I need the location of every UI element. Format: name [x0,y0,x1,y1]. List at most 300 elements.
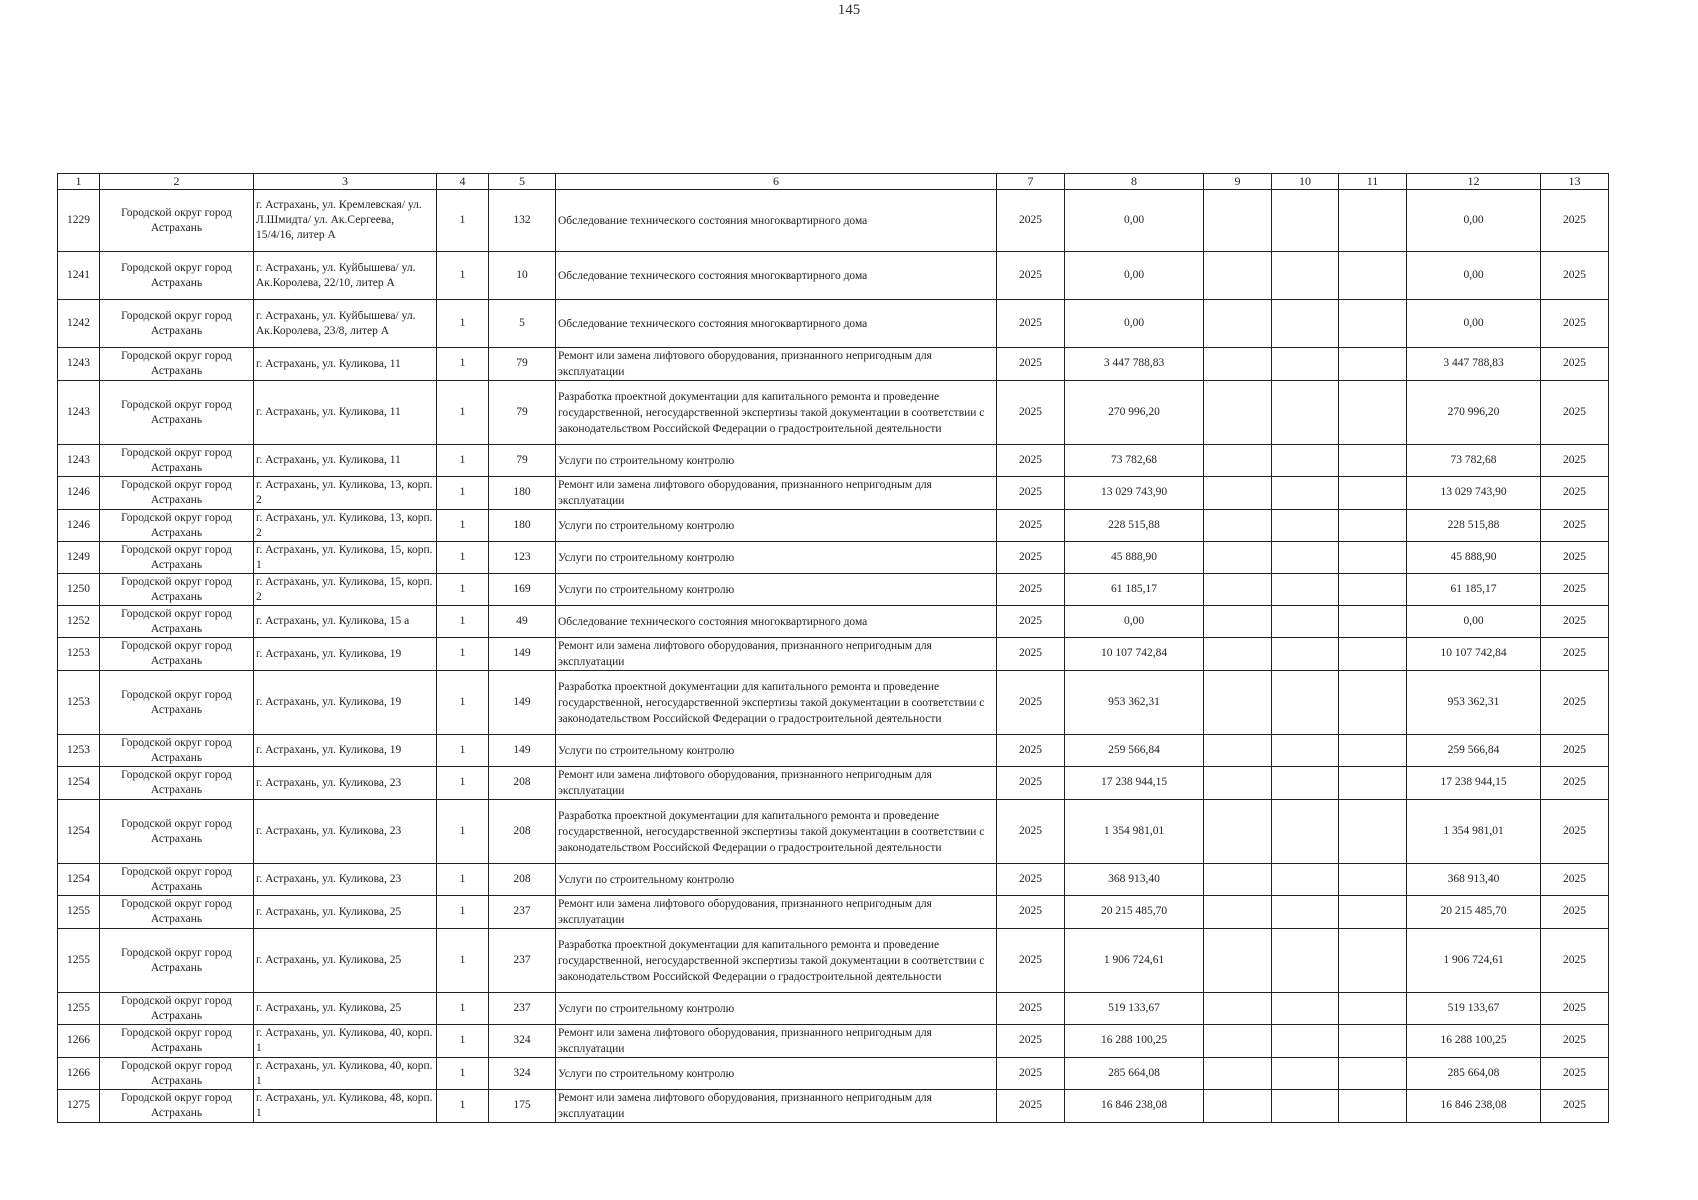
empty-cell [1272,445,1339,477]
apartments-cell: 169 [489,574,556,606]
empty-cell [1204,638,1272,671]
table-row [58,671,1609,735]
table-row [58,735,1609,767]
count-cell: 1 [437,510,489,542]
fund-cost-cell: 0,00 [1407,606,1541,638]
work-type-cell: Услуги по строительному контролю [556,993,997,1025]
empty-cell [1339,1025,1407,1058]
total-cost-cell: 45 888,90 [1065,542,1204,574]
count-cell: 1 [437,993,489,1025]
empty-cell [1272,477,1339,510]
empty-cell [1272,1025,1339,1058]
fund-cost-cell: 519 133,67 [1407,993,1541,1025]
empty-cell [1272,929,1339,993]
work-type-cell: Услуги по строительному контролю [556,445,997,477]
empty-cell [1204,300,1272,348]
count-cell: 1 [437,1025,489,1058]
empty-cell [1272,993,1339,1025]
empty-cell [1272,767,1339,800]
year-cell: 2025 [997,606,1065,638]
table-row [58,1090,1609,1123]
table-row [58,800,1609,864]
work-type-cell: Услуги по строительному контролю [556,510,997,542]
municipality-cell: Городской округ город Астрахань [100,300,254,348]
empty-cell [1272,381,1339,445]
apartments-cell: 208 [489,767,556,800]
work-type-cell: Ремонт или замена лифтового оборудования, признанного непригодным для эксплуатации [556,896,997,929]
municipality-cell: Городской округ город Астрахань [100,381,254,445]
table-row [58,896,1609,929]
address-cell: г. Астрахань, ул. Куликова, 11 [254,445,437,477]
empty-cell [1339,381,1407,445]
address-cell: г. Астрахань, ул. Куликова, 11 [254,348,437,381]
total-cost-cell: 519 133,67 [1065,993,1204,1025]
empty-cell [1339,800,1407,864]
empty-cell [1204,574,1272,606]
completion-year-cell: 2025 [1541,929,1609,993]
empty-cell [1339,510,1407,542]
municipality-cell: Городской округ город Астрахань [100,477,254,510]
empty-cell [1204,381,1272,445]
count-cell: 1 [437,735,489,767]
column-header: 12 [1407,174,1541,190]
row-number: 1243 [58,381,100,445]
total-cost-cell: 0,00 [1065,252,1204,300]
year-cell: 2025 [997,381,1065,445]
work-type-cell: Обследование технического состояния многоквартирного дома [556,252,997,300]
row-number: 1254 [58,767,100,800]
fund-cost-cell: 17 238 944,15 [1407,767,1541,800]
row-number: 1242 [58,300,100,348]
completion-year-cell: 2025 [1541,671,1609,735]
apartments-cell: 132 [489,190,556,252]
empty-cell [1204,896,1272,929]
year-cell: 2025 [997,542,1065,574]
empty-cell [1339,671,1407,735]
apartments-cell: 149 [489,638,556,671]
row-number: 1253 [58,638,100,671]
municipality-cell: Городской округ город Астрахань [100,896,254,929]
row-number: 1253 [58,671,100,735]
empty-cell [1339,477,1407,510]
table-row [58,606,1609,638]
fund-cost-cell: 0,00 [1407,252,1541,300]
empty-cell [1339,574,1407,606]
year-cell: 2025 [997,929,1065,993]
work-type-cell: Разработка проектной документации для капитального ремонта и проведение государственной, негосударственной экспертизы такой документации в соответствии с законодательством Российской Федерации о градостроительной деятельности [556,800,997,864]
empty-cell [1272,671,1339,735]
completion-year-cell: 2025 [1541,638,1609,671]
work-type-cell: Услуги по строительному контролю [556,864,997,896]
completion-year-cell: 2025 [1541,1025,1609,1058]
total-cost-cell: 1 906 724,61 [1065,929,1204,993]
address-cell: г. Астрахань, ул. Кремлевская/ ул. Л.Шмидта/ ул. Ак.Сергеева, 15/4/16, литер А [254,190,437,252]
empty-cell [1339,864,1407,896]
work-type-cell: Услуги по строительному контролю [556,542,997,574]
empty-cell [1204,606,1272,638]
address-cell: г. Астрахань, ул. Куйбышева/ ул. Ак.Королева, 22/10, литер А [254,252,437,300]
completion-year-cell: 2025 [1541,190,1609,252]
empty-cell [1204,767,1272,800]
fund-cost-cell: 368 913,40 [1407,864,1541,896]
column-header: 2 [100,174,254,190]
completion-year-cell: 2025 [1541,993,1609,1025]
empty-cell [1272,300,1339,348]
work-type-cell: Ремонт или замена лифтового оборудования, признанного непригодным для эксплуатации [556,1090,997,1123]
address-cell: г. Астрахань, ул. Куликова, 19 [254,671,437,735]
completion-year-cell: 2025 [1541,767,1609,800]
apartments-cell: 49 [489,606,556,638]
empty-cell [1272,800,1339,864]
year-cell: 2025 [997,638,1065,671]
table-row [58,348,1609,381]
count-cell: 1 [437,348,489,381]
apartments-cell: 180 [489,510,556,542]
fund-cost-cell: 45 888,90 [1407,542,1541,574]
empty-cell [1204,542,1272,574]
municipality-cell: Городской округ город Астрахань [100,993,254,1025]
empty-cell [1339,993,1407,1025]
municipality-cell: Городской округ город Астрахань [100,864,254,896]
empty-cell [1272,574,1339,606]
table-row [58,477,1609,510]
municipality-cell: Городской округ город Астрахань [100,638,254,671]
table-row [58,1058,1609,1090]
row-number: 1252 [58,606,100,638]
row-number: 1254 [58,800,100,864]
count-cell: 1 [437,1058,489,1090]
work-type-cell: Разработка проектной документации для капитального ремонта и проведение государственной, негосударственной экспертизы такой документации в соответствии с законодательством Российской Федерации о градостроительной деятельности [556,381,997,445]
apartments-cell: 79 [489,381,556,445]
register-table [57,173,1609,1123]
empty-cell [1339,735,1407,767]
empty-cell [1204,864,1272,896]
apartments-cell: 208 [489,800,556,864]
total-cost-cell: 270 996,20 [1065,381,1204,445]
count-cell: 1 [437,1090,489,1123]
row-number: 1266 [58,1025,100,1058]
year-cell: 2025 [997,252,1065,300]
total-cost-cell: 0,00 [1065,606,1204,638]
row-number: 1254 [58,864,100,896]
work-type-cell: Ремонт или замена лифтового оборудования, признанного непригодным для эксплуатации [556,638,997,671]
column-header: 5 [489,174,556,190]
municipality-cell: Городской округ город Астрахань [100,1090,254,1123]
work-type-cell: Услуги по строительному контролю [556,735,997,767]
empty-cell [1204,1025,1272,1058]
municipality-cell: Городской округ город Астрахань [100,671,254,735]
year-cell: 2025 [997,300,1065,348]
apartments-cell: 237 [489,896,556,929]
empty-cell [1204,445,1272,477]
empty-cell [1339,445,1407,477]
address-cell: г. Астрахань, ул. Куликова, 25 [254,993,437,1025]
count-cell: 1 [437,190,489,252]
row-number: 1246 [58,510,100,542]
apartments-cell: 175 [489,1090,556,1123]
total-cost-cell: 0,00 [1065,300,1204,348]
empty-cell [1204,510,1272,542]
apartments-cell: 237 [489,929,556,993]
total-cost-cell: 61 185,17 [1065,574,1204,606]
count-cell: 1 [437,542,489,574]
total-cost-cell: 3 447 788,83 [1065,348,1204,381]
municipality-cell: Городской округ город Астрахань [100,767,254,800]
completion-year-cell: 2025 [1541,735,1609,767]
page-number: 145 [837,2,861,18]
work-type-cell: Ремонт или замена лифтового оборудования, признанного непригодным для эксплуатации [556,348,997,381]
fund-cost-cell: 1 906 724,61 [1407,929,1541,993]
count-cell: 1 [437,574,489,606]
empty-cell [1204,1058,1272,1090]
completion-year-cell: 2025 [1541,606,1609,638]
count-cell: 1 [437,445,489,477]
empty-cell [1204,929,1272,993]
count-cell: 1 [437,477,489,510]
fund-cost-cell: 73 782,68 [1407,445,1541,477]
empty-cell [1272,864,1339,896]
column-header: 10 [1272,174,1339,190]
municipality-cell: Городской округ город Астрахань [100,445,254,477]
completion-year-cell: 2025 [1541,348,1609,381]
empty-cell [1339,929,1407,993]
row-number: 1249 [58,542,100,574]
empty-cell [1339,190,1407,252]
column-header: 4 [437,174,489,190]
apartments-cell: 149 [489,735,556,767]
table-row [58,381,1609,445]
address-cell: г. Астрахань, ул. Куликова, 15, корп. 2 [254,574,437,606]
column-header: 3 [254,174,437,190]
year-cell: 2025 [997,896,1065,929]
empty-cell [1339,1090,1407,1123]
column-header: 8 [1065,174,1204,190]
count-cell: 1 [437,300,489,348]
total-cost-cell: 20 215 485,70 [1065,896,1204,929]
row-number: 1243 [58,348,100,381]
row-number: 1243 [58,445,100,477]
empty-cell [1339,606,1407,638]
fund-cost-cell: 270 996,20 [1407,381,1541,445]
count-cell: 1 [437,606,489,638]
fund-cost-cell: 259 566,84 [1407,735,1541,767]
row-number: 1253 [58,735,100,767]
table-row [58,767,1609,800]
address-cell: г. Астрахань, ул. Куликова, 23 [254,767,437,800]
municipality-cell: Городской округ город Астрахань [100,348,254,381]
empty-cell [1339,1058,1407,1090]
fund-cost-cell: 10 107 742,84 [1407,638,1541,671]
total-cost-cell: 228 515,88 [1065,510,1204,542]
table-header-row [58,174,1609,190]
fund-cost-cell: 61 185,17 [1407,574,1541,606]
apartments-cell: 237 [489,993,556,1025]
row-number: 1275 [58,1090,100,1123]
column-header: 7 [997,174,1065,190]
work-type-cell: Разработка проектной документации для капитального ремонта и проведение государственной, негосударственной экспертизы такой документации в соответствии с законодательством Российской Федерации о градостроительной деятельности [556,671,997,735]
address-cell: г. Астрахань, ул. Куликова, 25 [254,896,437,929]
completion-year-cell: 2025 [1541,300,1609,348]
apartments-cell: 5 [489,300,556,348]
count-cell: 1 [437,638,489,671]
table-row [58,190,1609,252]
year-cell: 2025 [997,671,1065,735]
fund-cost-cell: 953 362,31 [1407,671,1541,735]
empty-cell [1272,510,1339,542]
total-cost-cell: 285 664,08 [1065,1058,1204,1090]
year-cell: 2025 [997,348,1065,381]
empty-cell [1272,1090,1339,1123]
table-body [58,190,1609,1123]
table-row [58,993,1609,1025]
work-type-cell: Обследование технического состояния многоквартирного дома [556,606,997,638]
municipality-cell: Городской округ город Астрахань [100,574,254,606]
empty-cell [1204,477,1272,510]
fund-cost-cell: 1 354 981,01 [1407,800,1541,864]
total-cost-cell: 259 566,84 [1065,735,1204,767]
municipality-cell: Городской округ город Астрахань [100,542,254,574]
work-type-cell: Ремонт или замена лифтового оборудования, признанного непригодным для эксплуатации [556,1025,997,1058]
year-cell: 2025 [997,445,1065,477]
municipality-cell: Городской округ город Астрахань [100,929,254,993]
fund-cost-cell: 16 846 238,08 [1407,1090,1541,1123]
table-row [58,929,1609,993]
municipality-cell: Городской округ город Астрахань [100,252,254,300]
address-cell: г. Астрахань, ул. Куликова, 13, корп. 2 [254,477,437,510]
year-cell: 2025 [997,190,1065,252]
row-number: 1229 [58,190,100,252]
count-cell: 1 [437,252,489,300]
column-header: 9 [1204,174,1272,190]
work-type-cell: Обследование технического состояния многоквартирного дома [556,190,997,252]
total-cost-cell: 73 782,68 [1065,445,1204,477]
municipality-cell: Городской округ город Астрахань [100,1058,254,1090]
address-cell: г. Астрахань, ул. Куйбышева/ ул. Ак.Королева, 23/8, литер А [254,300,437,348]
year-cell: 2025 [997,510,1065,542]
apartments-cell: 208 [489,864,556,896]
total-cost-cell: 17 238 944,15 [1065,767,1204,800]
fund-cost-cell: 285 664,08 [1407,1058,1541,1090]
count-cell: 1 [437,381,489,445]
column-header: 13 [1541,174,1609,190]
work-type-cell: Обследование технического состояния многоквартирного дома [556,300,997,348]
empty-cell [1272,252,1339,300]
empty-cell [1204,993,1272,1025]
count-cell: 1 [437,800,489,864]
table-row [58,300,1609,348]
completion-year-cell: 2025 [1541,574,1609,606]
completion-year-cell: 2025 [1541,1090,1609,1123]
empty-cell [1339,638,1407,671]
apartments-cell: 149 [489,671,556,735]
completion-year-cell: 2025 [1541,252,1609,300]
empty-cell [1204,671,1272,735]
empty-cell [1204,252,1272,300]
apartments-cell: 79 [489,445,556,477]
table-row [58,638,1609,671]
empty-cell [1272,190,1339,252]
fund-cost-cell: 16 288 100,25 [1407,1025,1541,1058]
table-row [58,445,1609,477]
empty-cell [1272,638,1339,671]
municipality-cell: Городской округ город Астрахань [100,510,254,542]
municipality-cell: Городской округ город Астрахань [100,735,254,767]
completion-year-cell: 2025 [1541,542,1609,574]
empty-cell [1272,896,1339,929]
empty-cell [1204,348,1272,381]
row-number: 1266 [58,1058,100,1090]
table-row [58,864,1609,896]
completion-year-cell: 2025 [1541,896,1609,929]
fund-cost-cell: 3 447 788,83 [1407,348,1541,381]
apartments-cell: 324 [489,1025,556,1058]
empty-cell [1339,300,1407,348]
completion-year-cell: 2025 [1541,477,1609,510]
empty-cell [1204,1090,1272,1123]
table-row [58,1025,1609,1058]
municipality-cell: Городской округ город Астрахань [100,606,254,638]
empty-cell [1272,542,1339,574]
total-cost-cell: 13 029 743,90 [1065,477,1204,510]
row-number: 1255 [58,896,100,929]
total-cost-cell: 953 362,31 [1065,671,1204,735]
count-cell: 1 [437,671,489,735]
address-cell: г. Астрахань, ул. Куликова, 15, корп. 1 [254,542,437,574]
empty-cell [1339,252,1407,300]
fund-cost-cell: 20 215 485,70 [1407,896,1541,929]
work-type-cell: Услуги по строительному контролю [556,1058,997,1090]
completion-year-cell: 2025 [1541,864,1609,896]
year-cell: 2025 [997,767,1065,800]
empty-cell [1272,348,1339,381]
empty-cell [1339,896,1407,929]
address-cell: г. Астрахань, ул. Куликова, 48, корп. 1 [254,1090,437,1123]
empty-cell [1204,800,1272,864]
apartments-cell: 324 [489,1058,556,1090]
completion-year-cell: 2025 [1541,510,1609,542]
row-number: 1241 [58,252,100,300]
row-number: 1246 [58,477,100,510]
year-cell: 2025 [997,735,1065,767]
column-header: 6 [556,174,997,190]
municipality-cell: Городской округ город Астрахань [100,800,254,864]
address-cell: г. Астрахань, ул. Куликова, 13, корп. 2 [254,510,437,542]
empty-cell [1339,348,1407,381]
address-cell: г. Астрахань, ул. Куликова, 40, корп. 1 [254,1025,437,1058]
address-cell: г. Астрахань, ул. Куликова, 19 [254,638,437,671]
municipality-cell: Городской округ город Астрахань [100,1025,254,1058]
total-cost-cell: 16 846 238,08 [1065,1090,1204,1123]
work-type-cell: Разработка проектной документации для капитального ремонта и проведение государственной, негосударственной экспертизы такой документации в соответствии с законодательством Российской Федерации о градостроительной деятельности [556,929,997,993]
completion-year-cell: 2025 [1541,445,1609,477]
completion-year-cell: 2025 [1541,800,1609,864]
year-cell: 2025 [997,1058,1065,1090]
address-cell: г. Астрахань, ул. Куликова, 15 а [254,606,437,638]
total-cost-cell: 10 107 742,84 [1065,638,1204,671]
fund-cost-cell: 228 515,88 [1407,510,1541,542]
count-cell: 1 [437,896,489,929]
total-cost-cell: 0,00 [1065,190,1204,252]
count-cell: 1 [437,864,489,896]
year-cell: 2025 [997,993,1065,1025]
apartments-cell: 180 [489,477,556,510]
row-number: 1255 [58,993,100,1025]
year-cell: 2025 [997,1090,1065,1123]
table-row [58,574,1609,606]
work-type-cell: Услуги по строительному контролю [556,574,997,606]
row-number: 1250 [58,574,100,606]
row-number: 1255 [58,929,100,993]
